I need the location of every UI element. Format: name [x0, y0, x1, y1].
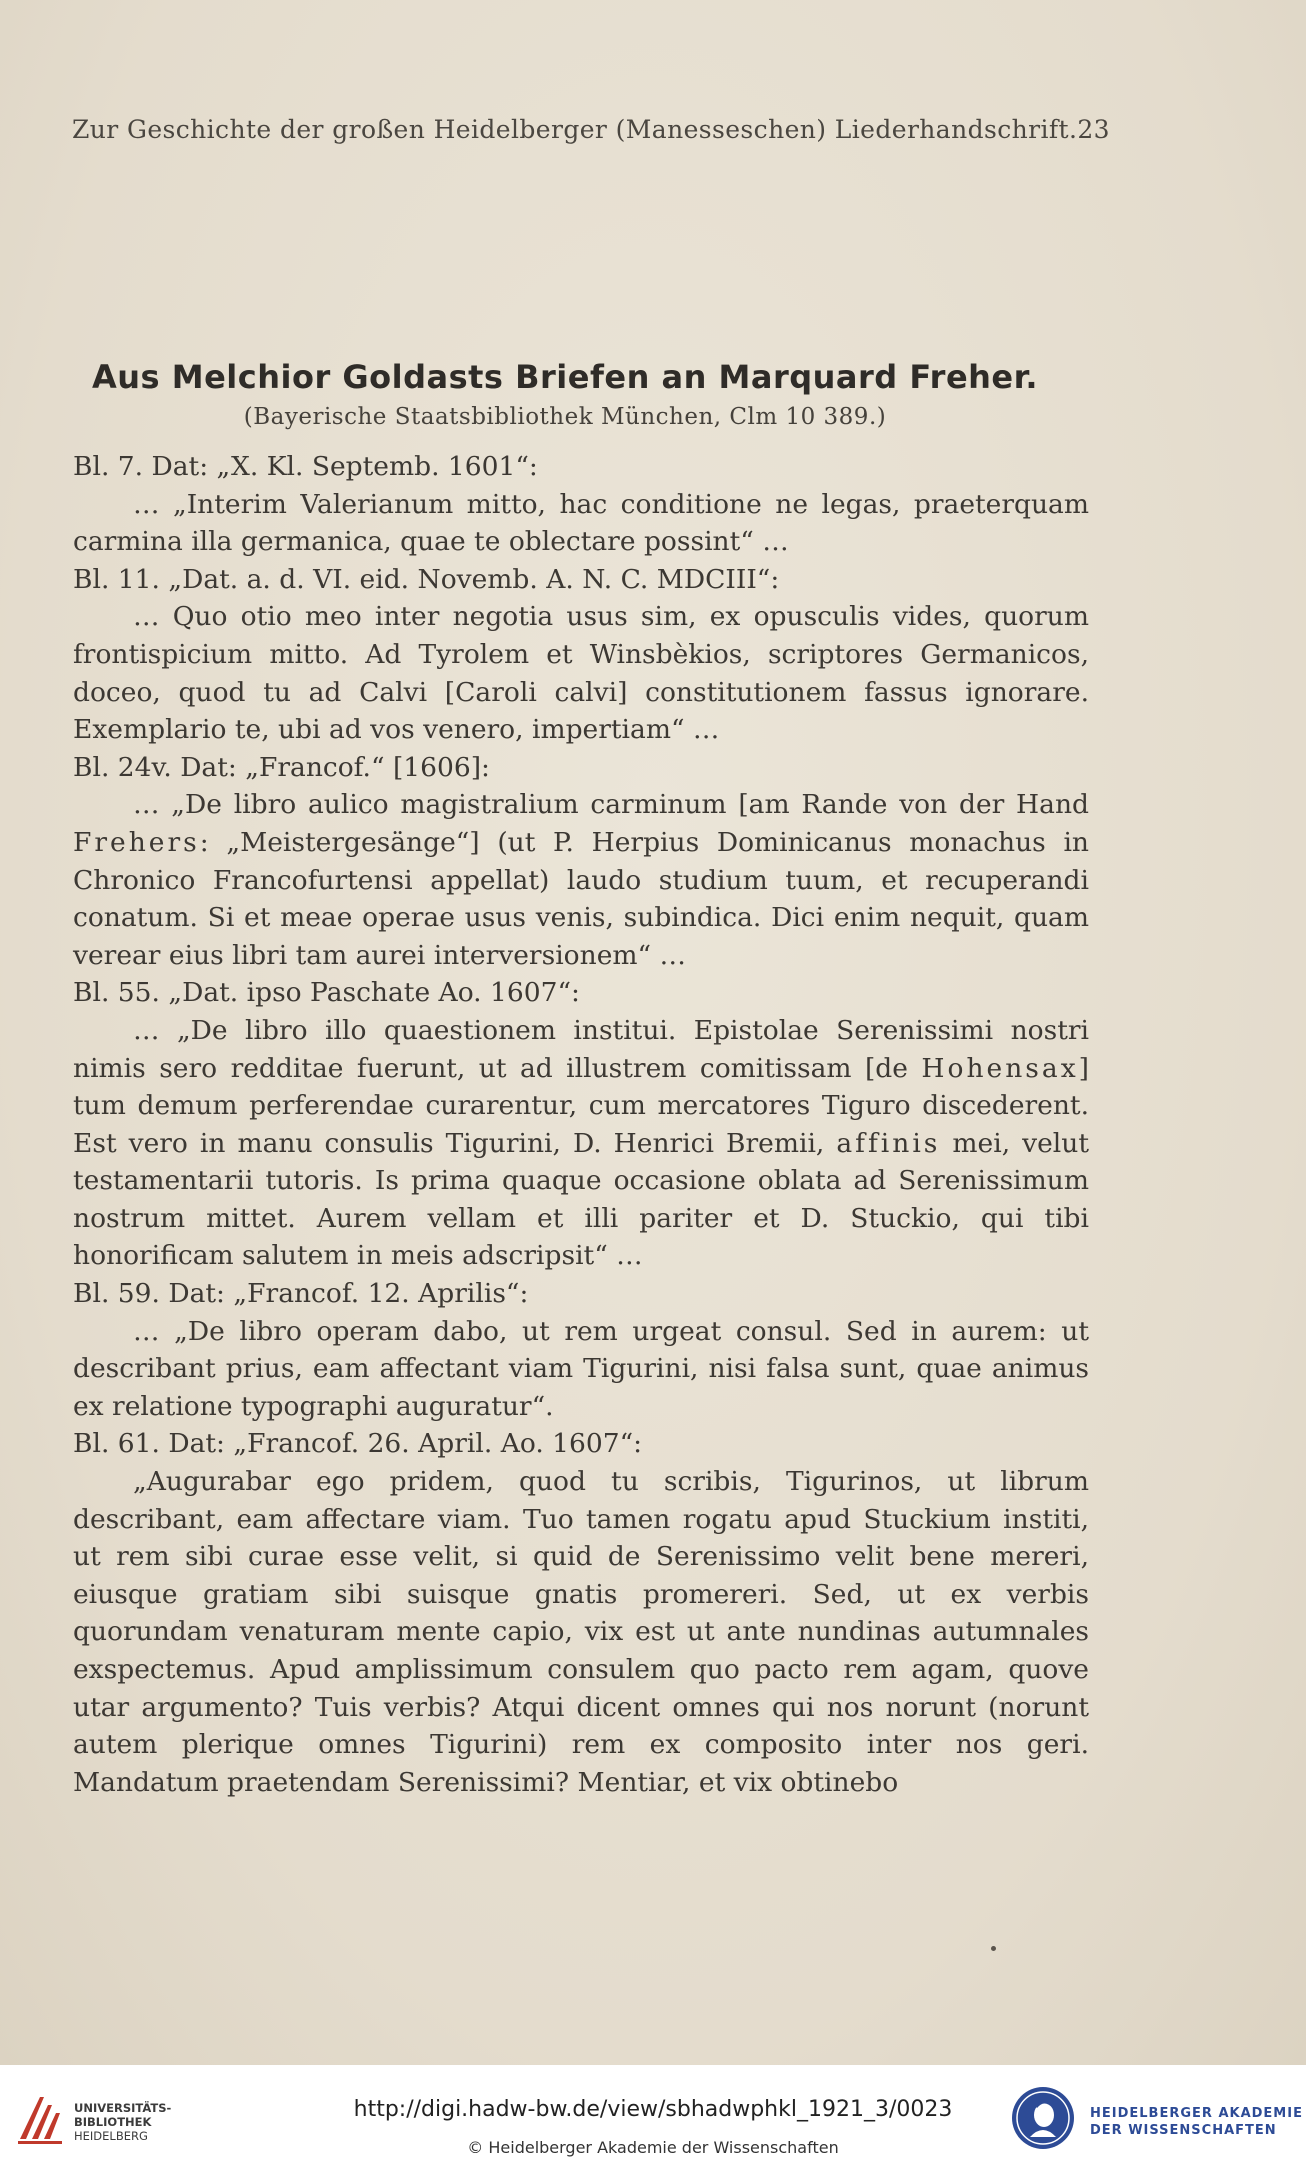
article-subtitle: (Bayerische Staatsbibliothek München, Clm 10 389.)	[243, 404, 887, 430]
academy-seal-icon	[1010, 2085, 1076, 2151]
spaced-name: Frehers	[73, 826, 200, 858]
permalink-url[interactable]: http://digi.hadw-bw.de/view/sbhadwphkl_1921_3/0023	[353, 2097, 953, 2122]
viewer-footer	[0, 2065, 1306, 2169]
text-run: ] tum demum perferendae curarentur, cum mercatores Tiguro discederent. Est vero in manu consulis Tigurini, D. Henrici Bremii,	[73, 1052, 1089, 1159]
spaced-name: Hohensax	[921, 1052, 1079, 1084]
letter-heading: Bl. 24v. Dat: „Francof.“ [1606]:	[73, 751, 490, 783]
letter-excerpt: „Augurabar ego pridem, quod tu scribis, Tigurinos, ut librum describant, eam affectare viam. Tuo tamen rogatu apud Stuckium institi, ut rem sibi curae esse velit, si quid de Serenissimo velit bene mereri, eiusque gratiam sibi suisque gnatis promereri. Sed, ut ex verbis quorundam venaturam mente capio, vix est ut ante nundinas autumnales exspectemus. Apud amplissimum consulem quo pacto rem agam, quove utar argumento? Tuis verbis? Atqui dicent omnes qui nos norunt (norunt autem plerique omnes Tigurini) rem ex composito inter nos geri. Mandatum praetendam Serenissimi? Mentiar, et vix obtinebo	[73, 1466, 1089, 1798]
library-name-line: HEIDELBERG	[74, 2129, 148, 2143]
article-body	[73, 448, 1089, 1801]
library-name-line: BIBLIOTHEK	[74, 2115, 152, 2129]
letter-heading: Bl. 55. „Dat. ipso Paschate Ao. 1607“:	[73, 977, 580, 1009]
page-number: 23	[1077, 115, 1110, 144]
running-head	[72, 115, 1110, 144]
academy-name	[1090, 2105, 1303, 2139]
letter-heading: Bl. 59. Dat: „Francof. 12. Aprilis“:	[73, 1278, 529, 1310]
letter-excerpt: … Quo otio meo inter negotia usus sim, ex opusculis vides, quorum frontispicium mitto. Ad Tyrolem et Winsbèkios, scriptores Germanicos, doceo, quod tu ad Calvi [Caroli calvi] constitutionem fassus ignorare. Exemplario te, ubi ad vos venero, impertiam“ …	[73, 601, 1089, 746]
copyright-notice: © Heidelberger Akademie der Wissenschaften	[467, 2138, 839, 2157]
article-title: Aus Melchior Goldasts Briefen an Marquard Freher.	[91, 358, 1038, 396]
running-head-title: Zur Geschichte der großen Heidelberger (Manesseschen) Liederhandschrift.	[72, 115, 1078, 144]
text-run: … „De libro aulico magistralium carminum [am Rande von der Hand	[133, 789, 1089, 821]
letter-heading: Bl. 11. „Dat. a. d. VI. eid. Novemb. A. N. C. MDCIII“:	[73, 563, 780, 595]
text-run: : „Meistergesänge“] (ut P. Herpius Dominicanus monachus in Chronico Francofurtensi appellat) laudo studium tuum, et recuperandi conatum. Si et meae operae usus venis, subindica. Dici enim nequit, quam verear eius libri tam aurei interversionem“ …	[73, 826, 1089, 971]
letter-excerpt	[73, 1012, 1089, 1275]
letter-excerpt: … „De libro operam dabo, ut rem urgeat consul. Sed in aurem: ut describant prius, eam affectant viam Tigurini, nisi falsa sunt, quae animus ex relatione typographi auguratur“.	[73, 1315, 1089, 1422]
letter-excerpt: … „Interim Valerianum mitto, hac conditione ne legas, praeterquam carmina illa germanica, quae te oblectare possint“ …	[73, 488, 1089, 558]
text-run: mei, velut testamentarii tutoris. Is prima quaque occasione oblata ad Serenissimum nostrum mittet. Aurem vellam et illi pariter et D. Stuckio, qui tibi honorificam salutem in meis adscripsit“ …	[73, 1127, 1089, 1272]
letter-heading: Bl. 7. Dat: „X. Kl. Septemb. 1601“:	[73, 451, 538, 482]
letter-excerpt	[73, 786, 1089, 974]
academy-name-line: HEIDELBERGER AKADEMIE	[1090, 2106, 1303, 2121]
letter-heading: Bl. 61. Dat: „Francof. 26. April. Ao. 1607“:	[73, 1428, 643, 1460]
academy-name-line: DER WISSENSCHAFTEN	[1090, 2123, 1277, 2138]
spaced-word: affinis	[836, 1127, 941, 1159]
scan-speck	[991, 1946, 996, 1951]
library-name-line: UNIVERSITÄTS-	[74, 2101, 172, 2115]
text-run: … „De libro illo quaestionem institui. Epistolae Serenissimi nostri nimis sero redditae fuerunt, ut ad illustrem comitissam [de	[73, 1014, 1089, 1084]
